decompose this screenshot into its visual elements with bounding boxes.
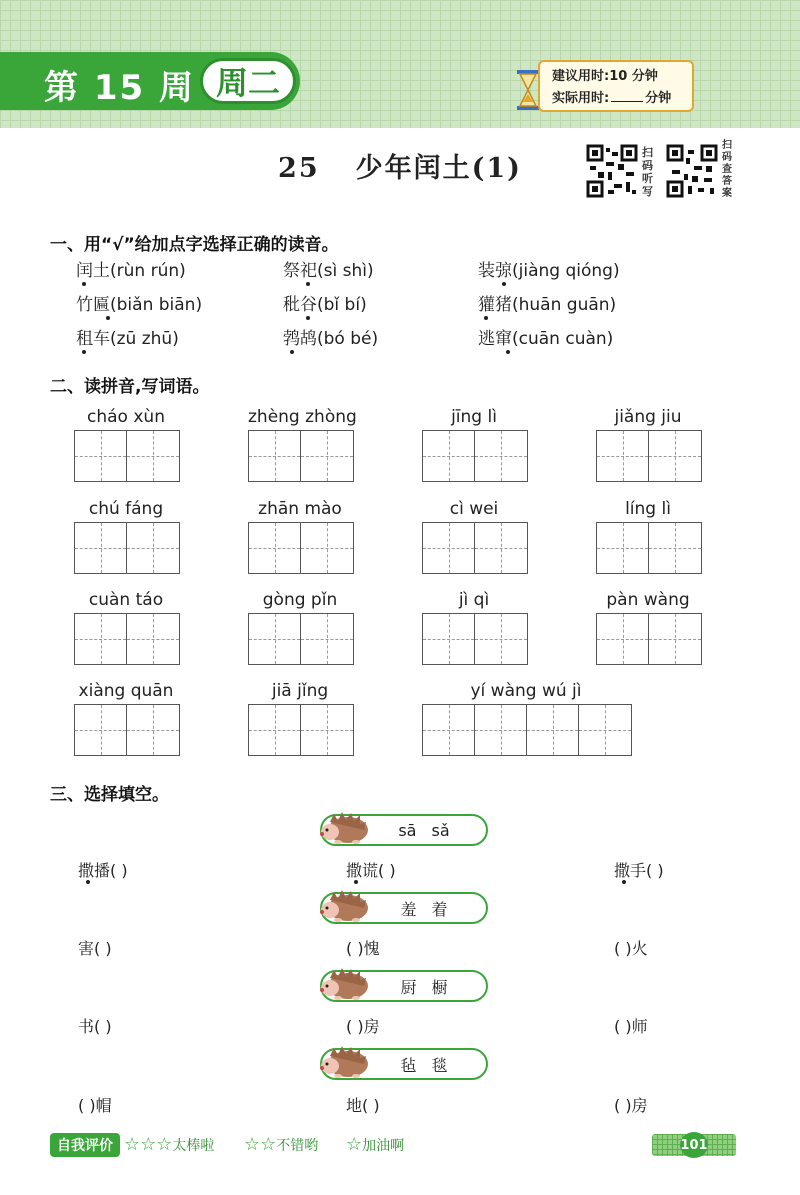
section3-heading: 三、选择填空。: [50, 785, 169, 805]
pinyin-label: líng lì: [625, 499, 671, 519]
fill-item[interactable]: ( )房: [614, 1096, 648, 1115]
choice-pill: sā sǎ: [320, 814, 488, 846]
emphasis-dot: [290, 350, 294, 354]
writing-grid[interactable]: [422, 522, 528, 574]
pinyin-label: xiàng quān: [78, 681, 174, 701]
self-eval-label: 自我评价: [50, 1133, 120, 1157]
suggested-time-label: 建议用时:10 分钟: [552, 69, 658, 84]
writing-grid[interactable]: [596, 613, 702, 665]
pinyin-label: pàn wàng: [606, 590, 690, 610]
writing-grid[interactable]: [74, 430, 180, 482]
writing-grid[interactable]: [422, 704, 632, 756]
time-box: [538, 60, 694, 112]
hedgehog-icon: [318, 888, 370, 924]
pinyin-label: cháo xùn: [87, 407, 165, 427]
pinyin-label: chú fáng: [88, 499, 164, 519]
writing-grid[interactable]: [74, 522, 180, 574]
writing-grid[interactable]: [248, 430, 354, 482]
hedgehog-icon: [318, 966, 370, 1002]
writing-grid[interactable]: [74, 704, 180, 756]
emphasis-dot: [506, 350, 510, 354]
emphasis-dot: [82, 282, 86, 286]
emphasis-dot: [86, 880, 90, 884]
fill-item[interactable]: 书( ): [78, 1017, 112, 1036]
writing-grid[interactable]: [248, 522, 354, 574]
qr-caption-dictation: 扫码听写: [642, 146, 653, 198]
section1-heading: 一、用“√”给加点字选择正确的读音。: [50, 235, 339, 255]
actual-time-input[interactable]: [611, 88, 643, 102]
eval-good-text: 不错哟: [276, 1138, 319, 1154]
qr-code-icon[interactable]: [666, 144, 718, 198]
day-label: 周二: [215, 64, 280, 102]
pinyin-label: zhèng zhòng: [248, 407, 357, 427]
suggested-time-row: [552, 66, 692, 88]
reading-item: 鹁鸪(bó bé): [283, 329, 379, 349]
actual-time-unit: 分钟: [645, 91, 672, 106]
day-pill: [200, 58, 296, 104]
reading-item: 獾猪(huān guān): [478, 295, 617, 315]
writing-grid[interactable]: [74, 613, 180, 665]
fill-item[interactable]: ( )愧: [346, 939, 380, 958]
fill-item[interactable]: 撒谎( ): [346, 861, 396, 880]
pinyin-label: jīng lì: [451, 407, 497, 427]
reading-item: 竹匾(biǎn biān): [76, 295, 203, 315]
emphasis-dot: [306, 316, 310, 320]
hedgehog-icon: [318, 810, 370, 846]
writing-grid[interactable]: [596, 522, 702, 574]
fill-item[interactable]: 撒手( ): [614, 861, 664, 880]
week-label: 第 15 周: [44, 68, 195, 108]
emphasis-dot: [306, 282, 310, 286]
qr-caption-answers: 扫码查答案: [722, 140, 732, 199]
writing-grid[interactable]: [248, 704, 354, 756]
section2-heading: 二、读拼音,写词语。: [50, 377, 210, 397]
emphasis-dot: [484, 316, 488, 320]
emphasis-dot: [106, 316, 110, 320]
eval-great-text: 太棒啦: [172, 1138, 215, 1154]
pinyin-label: cuàn táo: [88, 590, 164, 610]
reading-item: 闰土(rùn rún): [76, 261, 186, 281]
lesson-number: 25: [278, 153, 320, 184]
hedgehog-icon: [318, 1044, 370, 1080]
pinyin-label: cì wei: [449, 499, 499, 519]
reading-item: 逃窜(cuān cuàn): [478, 329, 614, 349]
writing-grid[interactable]: [248, 613, 354, 665]
eval-option-keep-going[interactable]: [346, 1134, 404, 1155]
pinyin-label: jiā jǐng: [271, 681, 329, 701]
qr-code-icon[interactable]: [586, 144, 638, 198]
reading-item: 租车(zū zhū): [76, 329, 179, 349]
reading-item: 装弶(jiàng qióng): [478, 261, 620, 281]
pinyin-label: gòng pǐn: [262, 590, 338, 610]
fill-item[interactable]: ( )房: [346, 1017, 380, 1036]
lesson-name: 少年闰土(1): [355, 153, 522, 184]
actual-time-row: [552, 88, 692, 110]
fill-item[interactable]: ( )火: [614, 939, 648, 958]
choice-pill: 厨 橱: [320, 970, 488, 1002]
eval-option-great[interactable]: [124, 1134, 214, 1155]
pinyin-label: zhān mào: [258, 499, 342, 519]
star-icon: ☆☆☆: [124, 1134, 173, 1155]
choice-pill: 毡 毯: [320, 1048, 488, 1080]
emphasis-dot: [82, 350, 86, 354]
pinyin-label: yí wàng wú jì: [470, 681, 582, 701]
emphasis-dot: [502, 282, 506, 286]
eval-option-good[interactable]: [244, 1134, 318, 1155]
emphasis-dot: [622, 880, 626, 884]
actual-time-label: 实际用时:: [552, 91, 610, 106]
choice-pill: 羞 着: [320, 892, 488, 924]
fill-item[interactable]: ( )师: [614, 1017, 648, 1036]
reading-item: 祭祀(sì shì): [283, 261, 374, 281]
star-icon: ☆☆: [244, 1134, 277, 1155]
reading-item: 秕谷(bǐ bí): [283, 295, 367, 315]
emphasis-dot: [354, 880, 358, 884]
fill-item[interactable]: 地( ): [346, 1096, 380, 1115]
writing-grid[interactable]: [422, 430, 528, 482]
pinyin-label: jì qì: [458, 590, 490, 610]
star-icon: ☆: [346, 1134, 363, 1155]
fill-item[interactable]: 害( ): [78, 939, 112, 958]
fill-item[interactable]: ( )帽: [78, 1096, 112, 1115]
page-number: 101: [680, 1132, 708, 1158]
eval-keep-going-text: 加油啊: [362, 1138, 405, 1154]
writing-grid[interactable]: [596, 430, 702, 482]
writing-grid[interactable]: [422, 613, 528, 665]
pinyin-label: jiǎng jiu: [614, 407, 682, 427]
fill-item[interactable]: 撒播( ): [78, 861, 128, 880]
